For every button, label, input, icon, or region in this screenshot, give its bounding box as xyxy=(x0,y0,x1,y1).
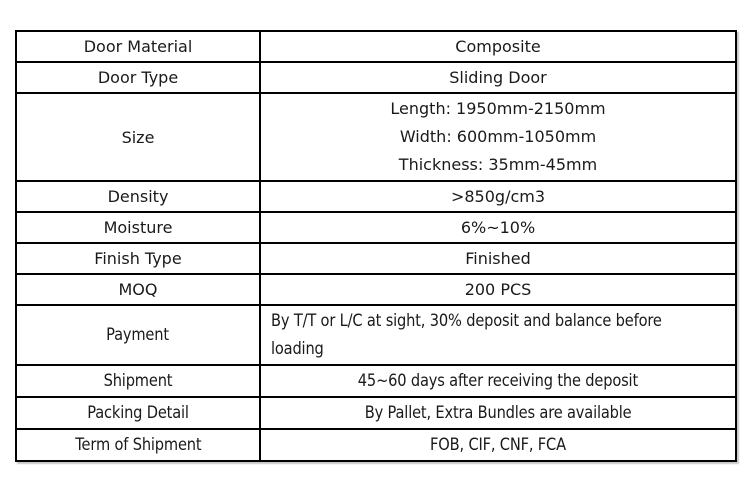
table-row xyxy=(16,397,736,429)
table-row xyxy=(16,31,736,62)
table-row xyxy=(16,274,736,305)
spec-value-cell xyxy=(260,181,736,212)
spec-label: Door Type xyxy=(97,68,179,87)
spec-value-cell xyxy=(260,429,736,461)
spec-value-line xyxy=(271,335,725,363)
table-row xyxy=(16,365,736,397)
spec-value-line xyxy=(271,33,725,60)
spec-value-text: By Pallet, Extra Bundles are available xyxy=(364,403,632,423)
spec-label-cell xyxy=(16,181,260,212)
spec-value-text: 200 PCS xyxy=(464,280,532,299)
table-row xyxy=(16,181,736,212)
spec-value-text: Width: 600mm-1050mm xyxy=(399,127,597,146)
spec-value-text: Finished xyxy=(465,249,531,268)
spec-label-cell xyxy=(16,365,260,397)
spec-value-line xyxy=(271,307,725,335)
spec-label: MOQ xyxy=(118,280,158,299)
spec-value-line xyxy=(271,123,725,151)
table-row xyxy=(16,243,736,274)
table-row xyxy=(16,212,736,243)
table-row xyxy=(16,305,736,365)
spec-value-text: 6%~10% xyxy=(460,218,536,237)
spec-label-cell xyxy=(16,243,260,274)
spec-label: Term of Shipment xyxy=(74,435,202,455)
spec-label-cell xyxy=(16,397,260,429)
spec-label: Finish Type xyxy=(94,249,182,268)
table-row xyxy=(16,429,736,461)
spec-label-cell xyxy=(16,274,260,305)
spec-label-cell xyxy=(16,305,260,365)
spec-value-line xyxy=(271,367,725,395)
table-row xyxy=(16,62,736,93)
spec-label: Door Material xyxy=(83,37,193,56)
spec-value-cell xyxy=(260,62,736,93)
spec-value-cell xyxy=(260,93,736,181)
spec-value-text: loading xyxy=(271,339,324,359)
spec-label-cell xyxy=(16,429,260,461)
spec-value-cell xyxy=(260,397,736,429)
spec-value-cell xyxy=(260,365,736,397)
spec-value-line xyxy=(271,431,725,459)
spec-value-text: >850g/cm3 xyxy=(450,187,546,206)
spec-value-text: Length: 1950mm-2150mm xyxy=(390,99,606,118)
spec-label-cell xyxy=(16,93,260,181)
spec-label-cell xyxy=(16,62,260,93)
spec-label-cell xyxy=(16,212,260,243)
spec-label: Packing Detail xyxy=(87,403,189,423)
spec-value-line xyxy=(271,276,725,303)
spec-label: Shipment xyxy=(103,371,173,391)
spec-value-text: Composite xyxy=(455,37,541,56)
spec-label: Density xyxy=(107,187,169,206)
spec-table-body xyxy=(16,31,736,461)
spec-value-line xyxy=(271,95,725,123)
product-spec-table xyxy=(15,30,737,462)
spec-value-line xyxy=(271,183,725,210)
spec-value-text: 45~60 days after receiving the deposit xyxy=(357,371,639,391)
spec-value-text: FOB, CIF, CNF, FCA xyxy=(430,435,566,455)
table-row xyxy=(16,93,736,181)
spec-value-line xyxy=(271,151,725,179)
spec-label-cell xyxy=(16,31,260,62)
spec-value-cell xyxy=(260,31,736,62)
spec-label: Size xyxy=(121,127,155,147)
spec-value-cell xyxy=(260,305,736,365)
spec-value-line xyxy=(271,214,725,241)
spec-label: Payment xyxy=(106,325,170,345)
spec-value-cell xyxy=(260,274,736,305)
spec-value-cell xyxy=(260,243,736,274)
spec-value-text: By T/T or L/C at sight, 30% deposit and balance before xyxy=(271,311,662,331)
spec-value-cell xyxy=(260,212,736,243)
spec-value-line xyxy=(271,399,725,427)
spec-value-text: Sliding Door xyxy=(449,68,547,87)
spec-value-line xyxy=(271,64,725,91)
spec-label: Moisture xyxy=(103,218,173,237)
spec-value-line xyxy=(271,245,725,272)
spec-value-text: Thickness: 35mm-45mm xyxy=(398,155,598,174)
